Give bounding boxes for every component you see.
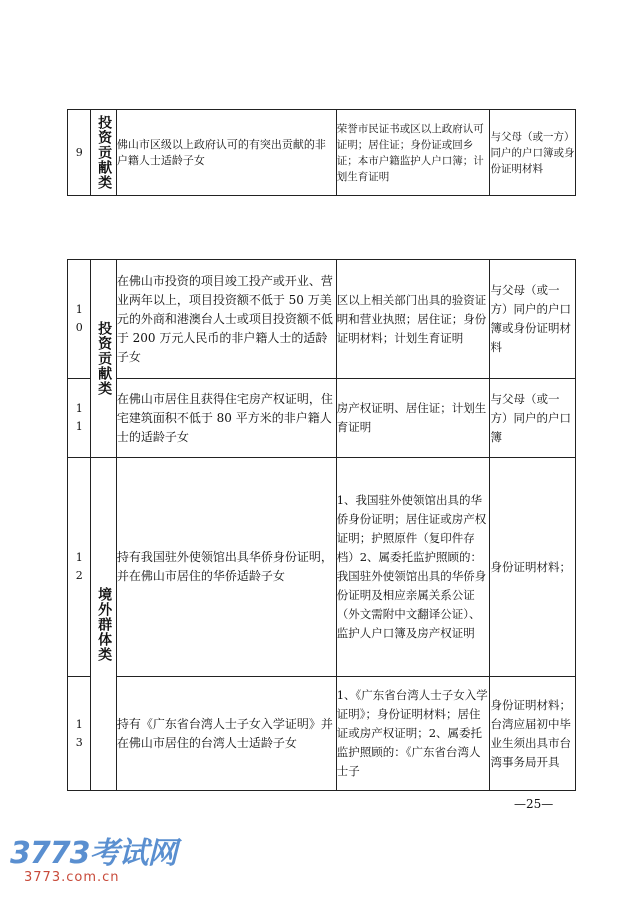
condition-cell: 持有我国驻外使领馆出具华侨身份证明，并在佛山市居住的华侨适龄子女 (116, 458, 336, 677)
watermark (10, 838, 177, 886)
materials-cell: 1、我国驻外使领馆出具的华侨身份证明；居住证或房产权证明；护照原件（复印件存档）2、属委托监护照顾的：我国驻外使领馆出具的华侨身份证明及相应亲属关系公证（外文需附中文翻译公证）、监护人户口簿及房产权证明 (336, 458, 490, 677)
requirement-cell: 与父母（或一方）同户的户口簿 (490, 379, 576, 458)
requirement-cell: 身份证明材料；台湾应届初中毕业生须出具市台湾事务局开具 (490, 677, 576, 791)
category-label: 投资贡献类 (91, 110, 116, 196)
materials-cell: 1、《广东省台湾人士子女入学证明》；身份证明材料；居住证或房产权证明；2、属委托监护照顾的：《广东省台湾人士子 (336, 677, 490, 791)
watermark-logo: 3773考试网 (10, 836, 177, 871)
table-row (68, 379, 576, 458)
table-row (68, 260, 576, 379)
category-label: 投资贡献类 (91, 260, 116, 458)
requirement-cell: 与父母（或一方）同户的户口簿或身份证明材料 (490, 110, 576, 196)
page-number: —25— (514, 797, 554, 811)
row-number: 1 0 (68, 260, 91, 379)
condition-cell: 在佛山市居住且获得住宅房产权证明，住宅建筑面积不低于 80 平方米的非户籍人士的适龄子女 (116, 379, 336, 458)
table-row (68, 110, 576, 196)
requirement-cell: 与父母（或一方）同户的户口簿或身份证明材料 (490, 260, 576, 379)
table-row (68, 458, 576, 677)
row-number: 9 (68, 110, 91, 196)
requirement-cell: 身份证明材料； (490, 458, 576, 677)
materials-cell: 荣誉市民证书或区以上政府认可证明；居住证；身份证或回乡证；本市户籍监护人户口簿；计划生育证明 (336, 110, 490, 196)
category-label: 境外群体类 (91, 458, 116, 791)
main-table (67, 259, 576, 791)
materials-cell: 房产权证明、居住证；计划生育证明 (336, 379, 490, 458)
row-number: 1 2 (68, 458, 91, 677)
top-table (67, 109, 576, 196)
materials-cell: 区以上相关部门出具的验资证明和营业执照；居住证；身份证明材料；计划生育证明 (336, 260, 490, 379)
condition-cell: 在佛山市投资的项目竣工投产或开业、营业两年以上，项目投资额不低于 50 万美元的外商和港澳台人士或项目投资额不低于 200 万元人民币的非户籍人士的适龄子女 (116, 260, 336, 379)
row-number: 1 3 (68, 677, 91, 791)
watermark-url: 3773.com.cn (24, 870, 120, 885)
condition-cell: 持有《广东省台湾人士子女入学证明》并在佛山市居住的台湾人士适龄子女 (116, 677, 336, 791)
row-number: 1 1 (68, 379, 91, 458)
condition-cell: 佛山市区级以上政府认可的有突出贡献的非户籍人士适龄子女 (116, 110, 336, 196)
table-row (68, 677, 576, 791)
